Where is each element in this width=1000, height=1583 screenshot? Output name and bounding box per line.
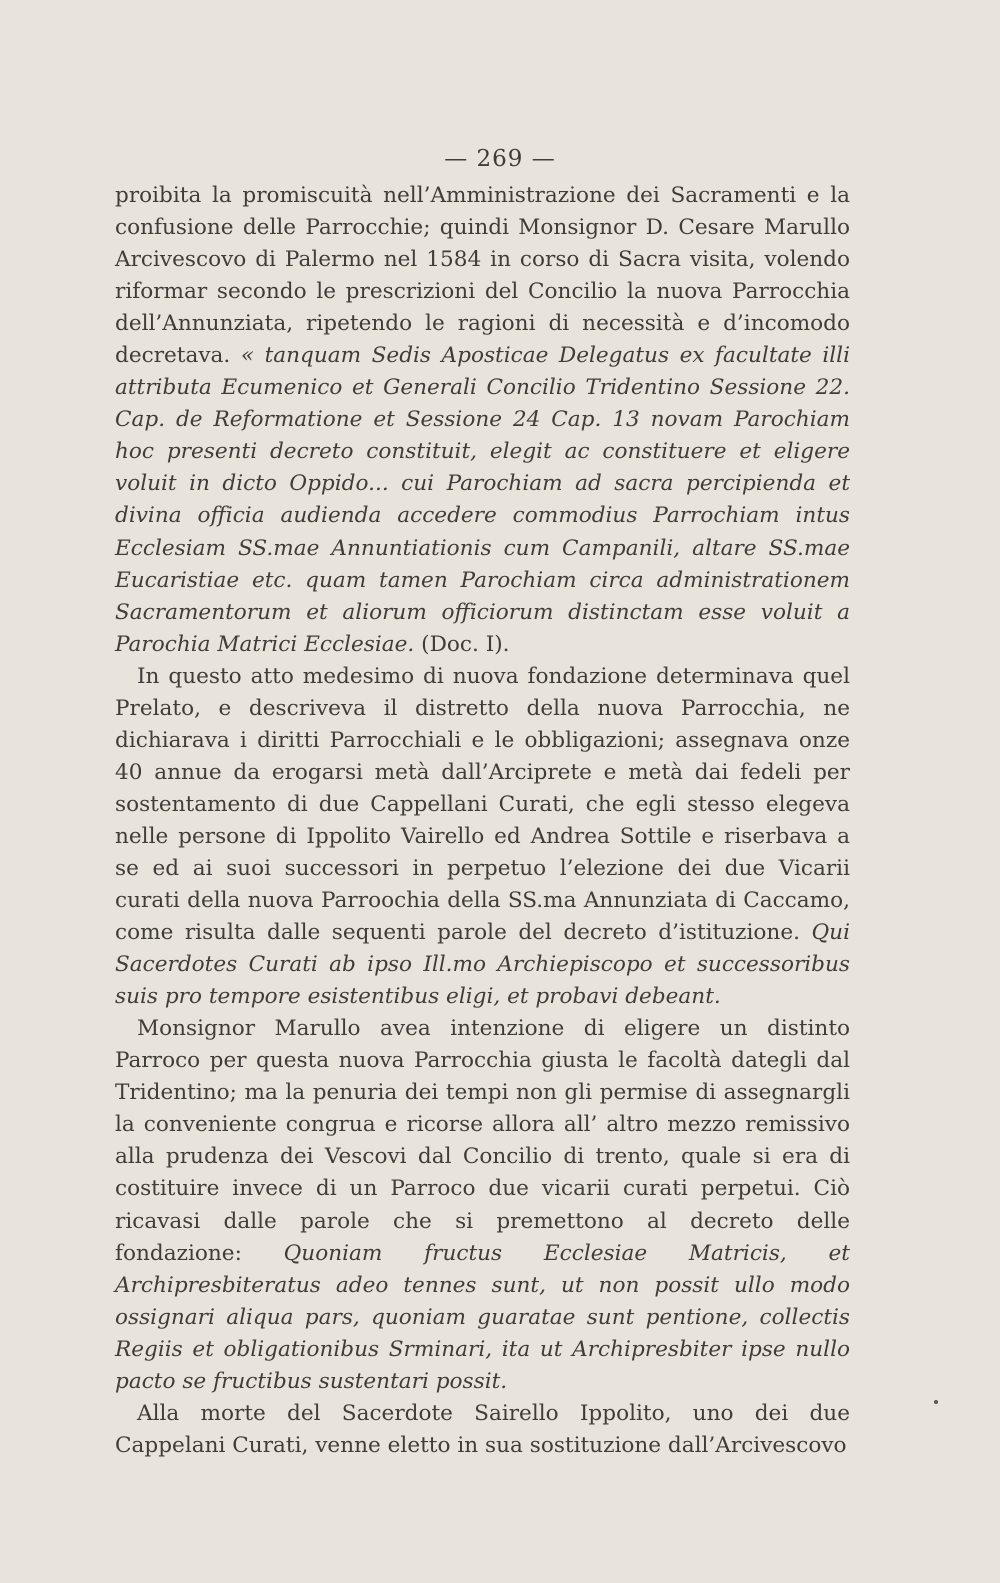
latin-quotation: « tanquam Sedis Aposticae Delegatus ex facultate illi attributa Ecumenico et Generali Concilio Tridentino Sessione 22. Cap. de Reformatione et Sessione 24 Cap. 13 novam Parochiam hoc presenti decreto constituit, elegit ac constituere et eligere voluit in dicto Oppido... cui Parochiam ad sacra percipienda et divina officia audienda accedere commodius Parrochiam intus Ecclesiam SS.mae Annuntiationis cum Campanili, altare SS.mae Eucaristiae etc. quam tamen Parochiam circa administrationem Sacramentorum et aliorum officiorum distinctam esse voluit a Parochia Matrici Ecclesiae. bbox=[115, 343, 850, 657]
text-run: Monsignor Marullo avea intenzione di eligere un distinto Parroco per questa nuova Parrocchia giusta le facoltà dategli dal Tridentino; ma la penuria dei tempi non gli permise di assegnargli la conveniente congrua e ricorse allora all’ altro mezzo remissivo alla prudenza dei Vescovi dal Concilio di trento, quale si era di costituire invece di un Parroco due vicarii curati perpetui. Ciò ricavasi dalle parole che si premettono al decreto delle fondazione: bbox=[115, 1016, 850, 1266]
latin-quotation: Quoniam fructus Ecclesiae Matricis, et Archipresbiteratus adeo tennes sunt, ut non possit ullo modo ossignari aliqua pars, quoniam guaratae sunt pentione, collectis Regiis et obligationibus Srminari, ita ut Archipresbiter ipse nullo pacto se fructibus sustentari possit. bbox=[115, 1240, 850, 1394]
text-run: Alla morte del Sacerdote Sairello Ippolito, uno dei due Cappelani Curati, venne eletto in sua sostituzione dall’Arcivescovo bbox=[115, 1400, 850, 1458]
latin-quotation: Qui Sacerdotes Curati ab ipso Ill.mo Archiepiscopo et successoribus suis pro tempore esistentibus eligi, et probavi debeant. bbox=[115, 920, 850, 1010]
page-number: — 269 — bbox=[444, 146, 556, 172]
paragraph bbox=[115, 661, 850, 1014]
paragraph bbox=[115, 180, 850, 661]
text-run: (Doc. I). bbox=[414, 631, 510, 657]
text-run: In questo atto medesimo di nuova fondazione determinava quel Prelato, e descriveva il distretto della nuova Parrocchia, ne dichiarava i diritti Parrocchiali e le obbligazioni; assegnava onze 40 annue da erogarsi metà dall’Arciprete e metà dai fedeli per sostentamento di due Cappellani Curati, che egli stesso elegeva nelle persone di Ippolito Vairello ed Andrea Sottile e riserbava a se ed ai suoi successori in perpetuo l’elezione dei due Vicarii curati della nuova Parroochia della SS.ma Annunziata di Caccamo, come risulta dalle sequenti parole del decreto d’istituzione. bbox=[115, 663, 850, 946]
ink-speck bbox=[934, 1400, 938, 1404]
paragraph bbox=[115, 1013, 850, 1398]
body-text bbox=[115, 180, 850, 1462]
paragraph bbox=[115, 1398, 850, 1462]
text-run: proibita la promiscuità nell’Amministrazione dei Sacramenti e la confusione delle Parrocchie; quindi Monsignor D. Cesare Marullo Arcivescovo di Palermo nel 1584 in corso di Sacra visita, volendo riformar secondo le prescrizioni del Concilio la nuova Parrocchia dell’Annunziata, ripetendo le ragioni di necessità e d’incomodo decretava. bbox=[115, 183, 850, 369]
